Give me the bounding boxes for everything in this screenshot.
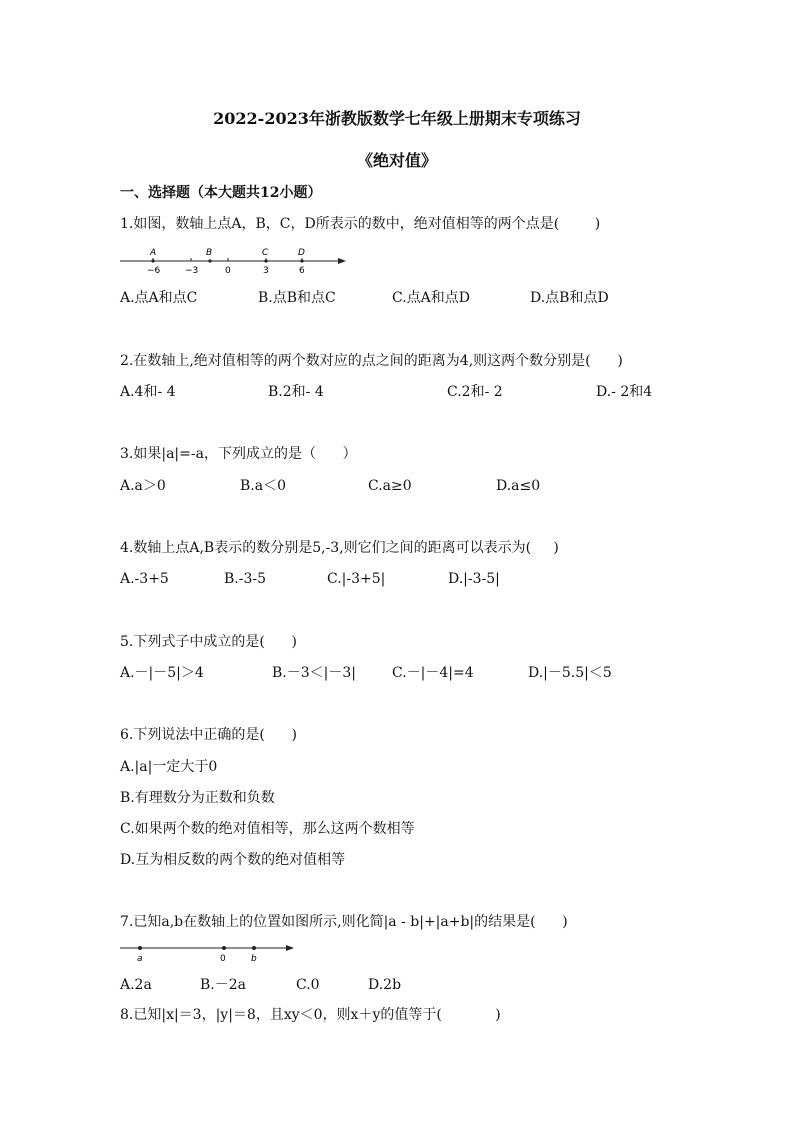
q6-option-a: A.|a|一定大于0 <box>120 759 218 775</box>
q7-label-a: a <box>137 954 143 964</box>
question-5-stem: 5.下列式子中成立的是( ) <box>120 634 297 650</box>
q7-option-a: A.2a <box>120 977 152 993</box>
q4-option-b: B.-3-5 <box>224 571 267 587</box>
q1-tick-3: 3 <box>263 266 269 276</box>
q7-label-0: 0 <box>220 954 226 964</box>
q1-option-c: C.点A和点D <box>392 290 470 306</box>
q7-point-a <box>137 946 143 964</box>
q1-label-a: A <box>150 248 157 258</box>
q5-option-c: C.－|－4|=4 <box>392 665 474 681</box>
question-8-stem: 8.已知|x|＝3，|y|＝8，且xy＜0，则x＋y的值等于( ) <box>120 1007 501 1023</box>
q1-label-c: C <box>262 248 269 258</box>
question-2-stem: 2.在数轴上,绝对值相等的两个数对应的点之间的距离为4,则这两个数分别是( ) <box>120 353 623 369</box>
q1-option-b: B.点B和点C <box>258 290 336 306</box>
q1-tick-neg3: −3 <box>185 266 199 276</box>
question-1-stem: 1.如图，数轴上点A，B，C，D所表示的数中，绝对值相等的两个点是( ) <box>120 216 601 232</box>
q4-option-a: A.-3+5 <box>120 571 169 587</box>
q3-option-c: C.a≥0 <box>368 478 412 494</box>
q7-option-b: B.－2a <box>200 977 246 993</box>
q4-option-d: D.|-3-5| <box>448 571 500 587</box>
question-7-stem: 7.已知a,b在数轴上的位置如图所示,则化简|a - b|+|a+b|的结果是( ) <box>120 914 568 930</box>
q6-option-d: D.互为相反数的两个数的绝对值相等 <box>120 852 346 868</box>
page-subtitle: 《绝对值》 <box>356 151 437 170</box>
q7-label-b: b <box>251 954 257 964</box>
q4-option-c: C.|-3+5| <box>327 571 386 587</box>
page-title: 2022-2023年浙教版数学七年级上册期末专项练习 <box>213 109 581 128</box>
q7-option-d: D.2b <box>368 977 402 993</box>
q7-point-b <box>251 946 257 964</box>
q7-option-c: C.0 <box>296 977 320 993</box>
q1-tick-6: 6 <box>299 266 305 276</box>
q1-tick-neg6: −6 <box>147 266 161 276</box>
q2-option-a: A.4和- 4 <box>120 384 176 400</box>
q1-label-b: B <box>206 248 213 258</box>
q1-point-b <box>206 248 212 263</box>
number-line-q7 <box>118 940 302 964</box>
q6-option-b: B.有理数分为正数和负数 <box>120 790 275 806</box>
number-line-q1 <box>118 243 348 277</box>
question-4-stem: 4.数轴上点A,B表示的数分别是5,-3,则它们之间的距离可以表示为( ) <box>120 540 559 556</box>
q5-option-b: B.－3＜|－3| <box>272 665 356 681</box>
q2-option-c: C.2和- 2 <box>447 384 503 400</box>
q1-label-d: D <box>298 248 305 258</box>
q5-option-d: D.|－5.5|＜5 <box>528 665 612 681</box>
question-3-stem: 3.如果|a|=-a，下列成立的是（ ） <box>120 446 357 462</box>
question-6-stem: 6.下列说法中正确的是( ) <box>120 727 297 743</box>
q1-option-a: A.点A和点C <box>120 290 198 306</box>
q6-option-c: C.如果两个数的绝对值相等，那么这两个数相等 <box>120 821 415 837</box>
q5-option-a: A.－|－5|＞4 <box>120 665 204 681</box>
q1-option-d: D.点B和点D <box>530 290 609 306</box>
q3-option-d: D.a≤0 <box>496 478 541 494</box>
q2-option-b: B.2和- 4 <box>268 384 324 400</box>
q3-option-b: B.a＜0 <box>240 478 286 494</box>
q2-option-d: D.- 2和4 <box>596 384 653 400</box>
section-heading: 一、选择题（本大题共12小题） <box>120 185 322 201</box>
q7-point-0 <box>220 946 226 964</box>
q3-option-a: A.a＞0 <box>120 478 166 494</box>
q1-tick-0: 0 <box>225 266 231 276</box>
